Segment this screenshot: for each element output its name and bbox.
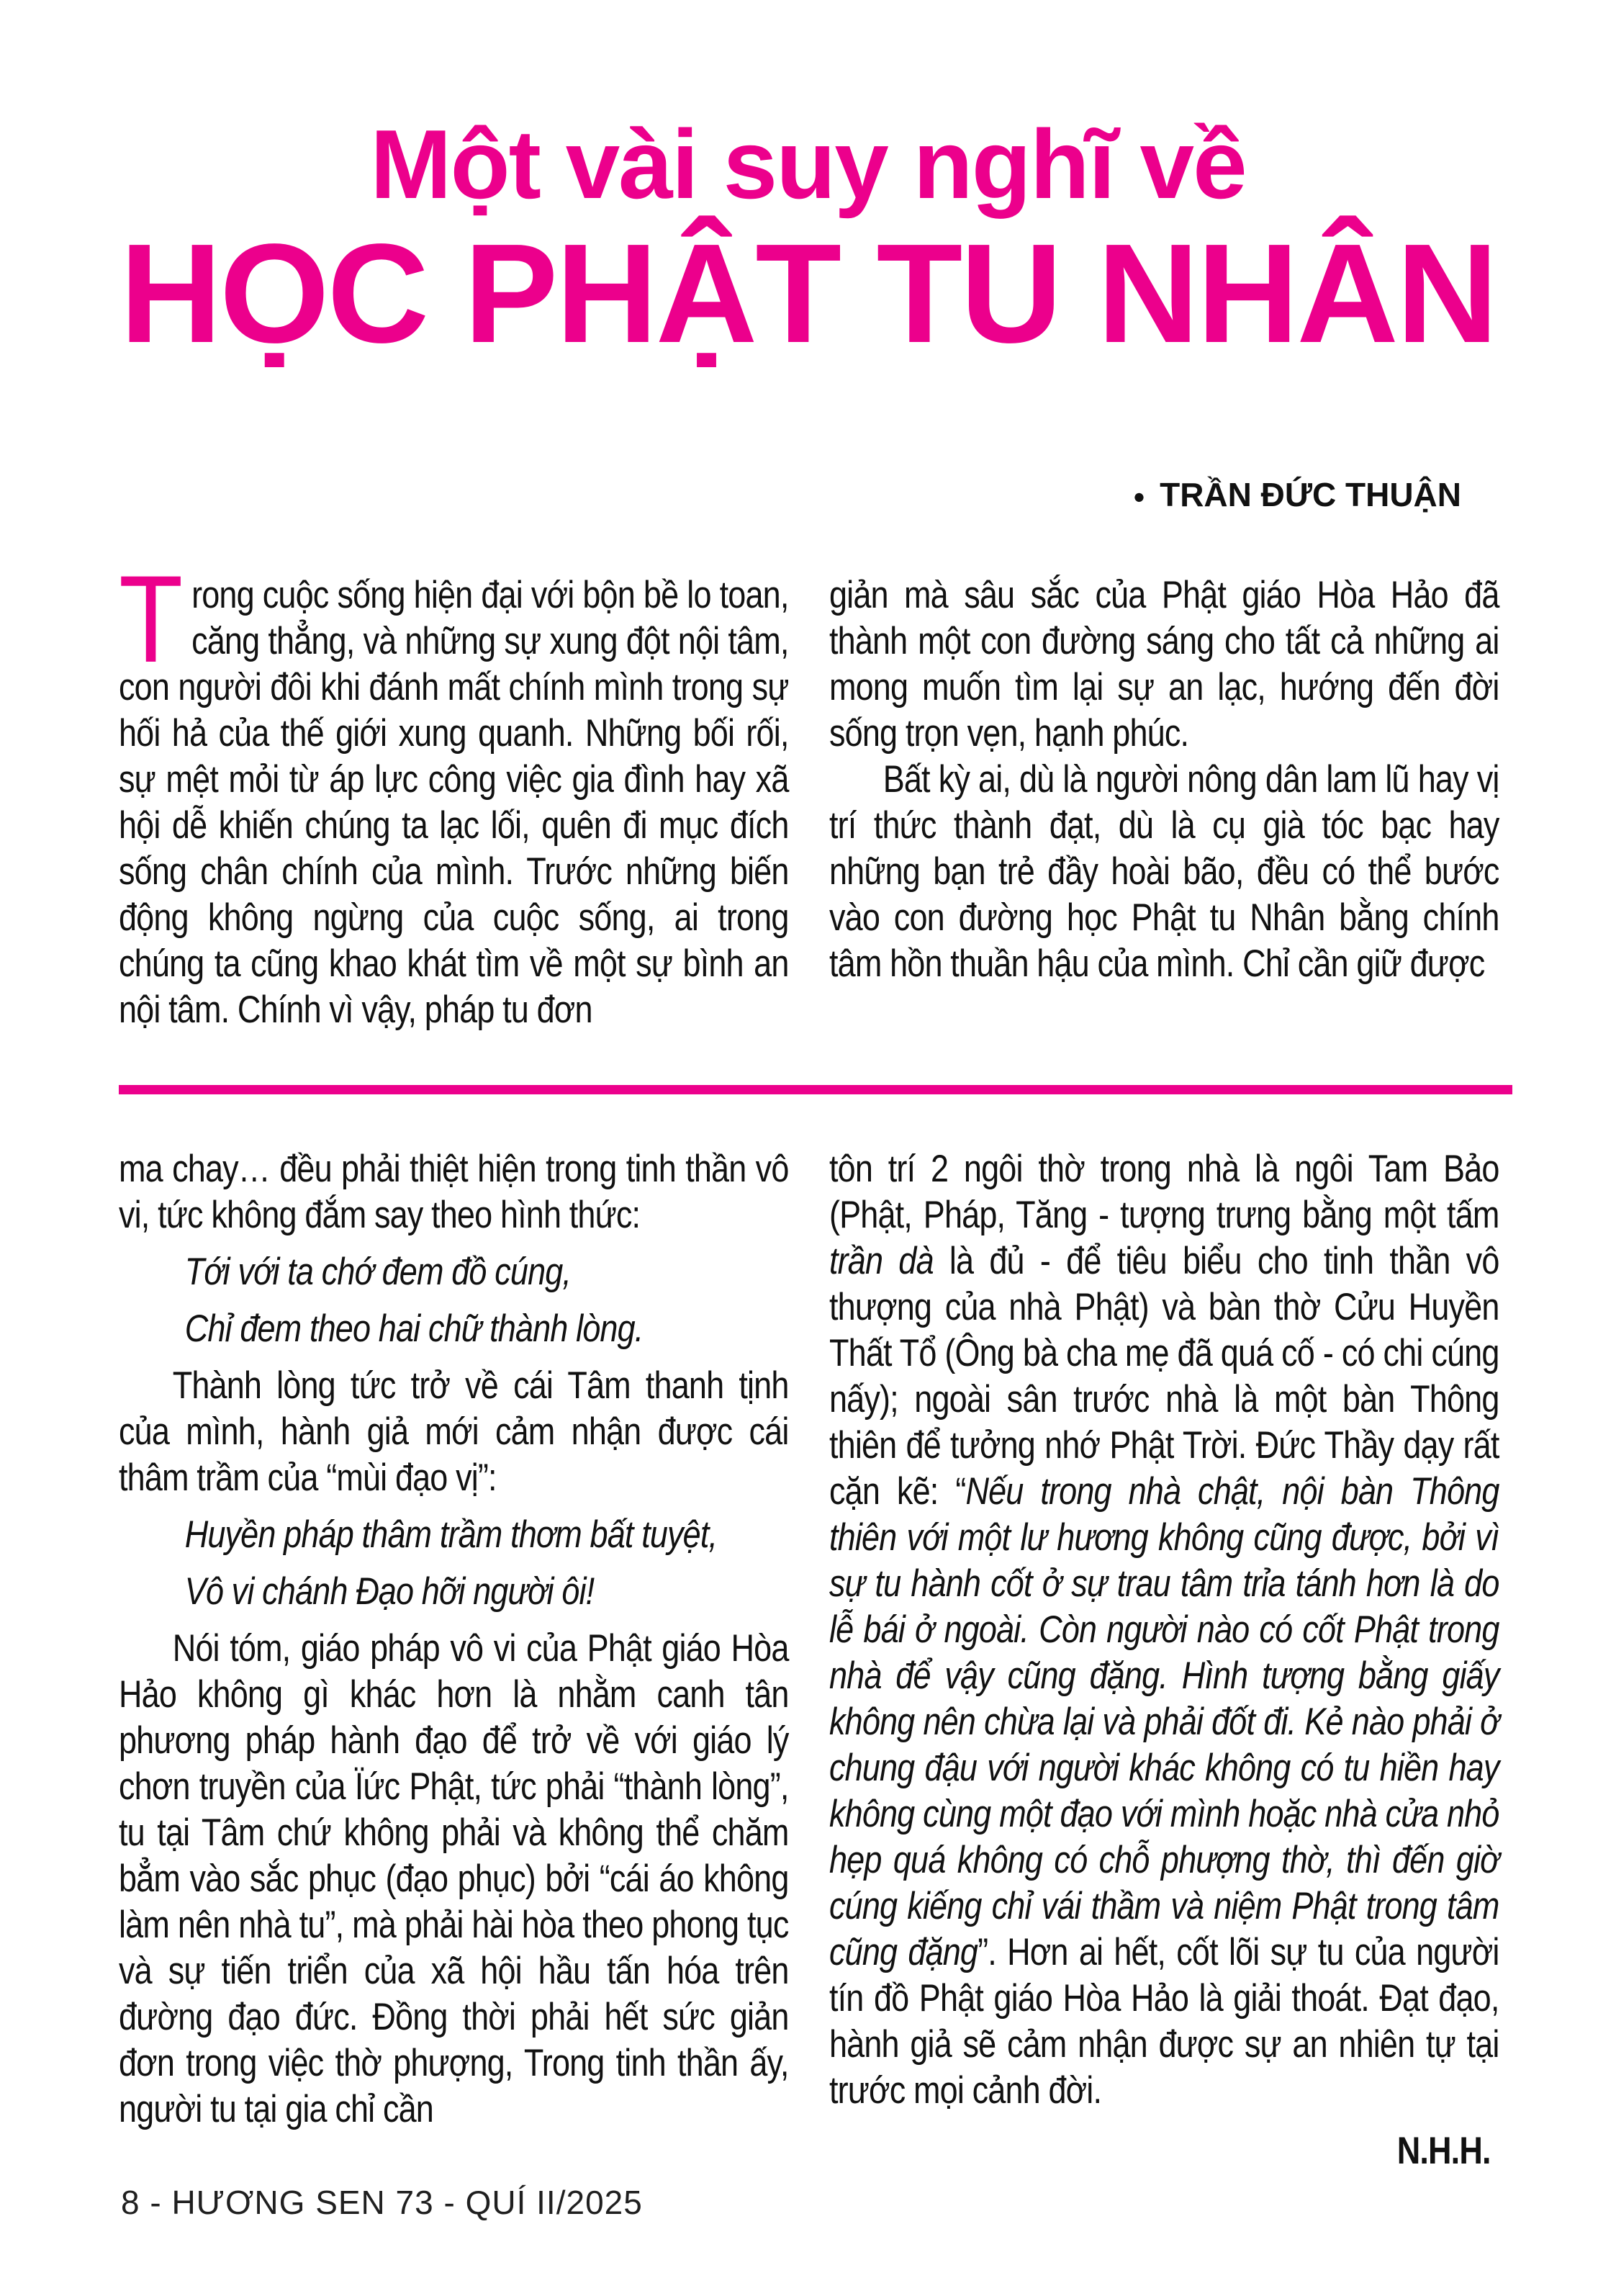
- article-title: [0, 109, 1616, 373]
- paragraph: tôn trí 2 ngôi thờ trong nhà là ngôi Tam Bảo (Phật, Pháp, Tăng - tượng trưng bằng một tấm trần dà là đủ - để tiêu biểu cho tinh thần vô thượng của nhà Phật) và bàn thờ Cửu Huyền Thất Tổ (Ông bà cha mẹ đã quá cố - có chi cúng nấy); ngoài sân trước nhà là một bàn Thông thiên để tưởng nhớ Phật Trời. Đức Thầy dạy rất cặn kẽ: “Nếu trong nhà chật, nội bàn Thông thiên với một lư hương không cũng được, bởi vì sự tu hành cốt ở sự trau tâm trỉa tánh hơn là do lễ bái ở ngoài. Còn người nào có cốt Phật trong nhà để vậy cũng đặng. Hình tượng bằng giấy không nên chừa lại và phải đốt đi. Kẻ nào phải ở chung đậu với người khác không có tu hiền hay không cùng một đạo với mình hoặc nhà cửa nhỏ hẹp quá không có chỗ phượng thờ, thì đến giờ cúng kiếng chỉ vái thầm và niệm Phật trong tâm cũng đặng”. Hơn ai hết, cốt lõi sự tu của người tín đồ Phật giáo Hòa Hảo là giải thoát. Đạt đạo, hành giả sẽ cảm nhận được sự an nhiên tự tại trước mọi cảnh đời.: [829, 1148, 1499, 2112]
- verse-line: Vô vi chánh Đạo hỡi người ôi!: [184, 1570, 595, 1613]
- body-section: [0, 1146, 1616, 2172]
- page-footer: 8 - HƯƠNG SEN 73 - QUÍ II/2025: [121, 2184, 643, 2221]
- author-line: [0, 475, 1461, 514]
- paragraph: [119, 550, 789, 1033]
- author-name: TRẦN ĐỨC THUẬN: [1160, 476, 1461, 513]
- title-line-2: HỌC PHẬT TU NHÂN: [119, 215, 1497, 373]
- top-left-column: [119, 550, 789, 1033]
- paragraph: Bất kỳ ai, dù là người nông dân lam lũ hay vị trí thức thành đạt, dù là cụ già tóc bạc hay những bạn trẻ đầy hoài bão, đều có thể bước vào con đường học Phật tu Nhân bằng chính tâm hồn thuần hậu của mình. Chỉ cần giữ được: [829, 758, 1499, 985]
- section-divider: [119, 1085, 1512, 1094]
- top-right-column: [829, 572, 1499, 987]
- bottom-left-column: [119, 1146, 789, 2133]
- paragraph: Nói tóm, giáo pháp vô vi của Phật giáo Hòa Hảo không gì khác hơn là nhằm canh tân phương pháp hành đạo để trở về với giáo lý chơn truyền của Ïức Phật, tức phải “thành lòng”, tu tại Tâm chứ không phải và không thể chăm bẳm vào sắc phục (đạo phục) bởi “cái áo không làm nên nhà tu”, mà phải hài hòa theo phong tục và sự tiến triển của xã hội hầu tấn hóa trên đường đạo đức. Đồng thời phải hết sức giản đơn trong việc thờ phượng, Trong tinh thần ấy, người tu tại gia chỉ cần: [119, 1627, 789, 2130]
- verse-line: Huyền pháp thâm trầm thơm bất tuyệt,: [184, 1513, 718, 1556]
- drop-cap: T: [119, 550, 184, 688]
- bottom-right-column: [829, 1146, 1499, 2174]
- paragraph-text: rong cuộc sống hiện đại với bộn bề lo toan, căng thẳng, và những sự xung đột nội tâm, con người đôi khi đánh mất chính mình trong sự hối hả của thế giới xung quanh. Những bối rối, sự mệt mỏi từ áp lực công việc gia đình hay xã hội dễ khiến chúng ta lạc lối, quên đi mục đích sống chân chính của mình. Trước những biến động không ngừng của cuộc sống, ai trong chúng ta cũng khao khát tìm về một sự bình an nội tâm. Chính vì vậy, pháp tu đơn: [119, 574, 789, 1031]
- paragraph: Thành lòng tức trở về cái Tâm thanh tịnh của mình, hành giả mới cảm nhận được cái thâm trầm của “mùi đạo vị”:: [119, 1364, 789, 1499]
- signature: N.H.H.: [1396, 2130, 1491, 2172]
- title-line-1: Một vài suy nghĩ về: [370, 109, 1246, 219]
- intro-section: [0, 550, 1616, 1069]
- paragraph: giản mà sâu sắc của Phật giáo Hòa Hảo đã thành một con đường sáng cho tất cả những ai mong muốn tìm lại sự an lạc, hướng đến đời sống trọn vẹn, hạnh phúc.: [829, 574, 1499, 755]
- paragraph: ma chay… đều phải thiệt hiện trong tinh thần vô vi, tức không đắm say theo hình thức:: [119, 1148, 789, 1236]
- verse-line: Tới với ta chớ đem đồ cúng,: [184, 1251, 572, 1293]
- bullet-icon: ●: [1132, 485, 1146, 509]
- verse-line: Chỉ đem theo hai chữ thành lòng.: [184, 1307, 644, 1350]
